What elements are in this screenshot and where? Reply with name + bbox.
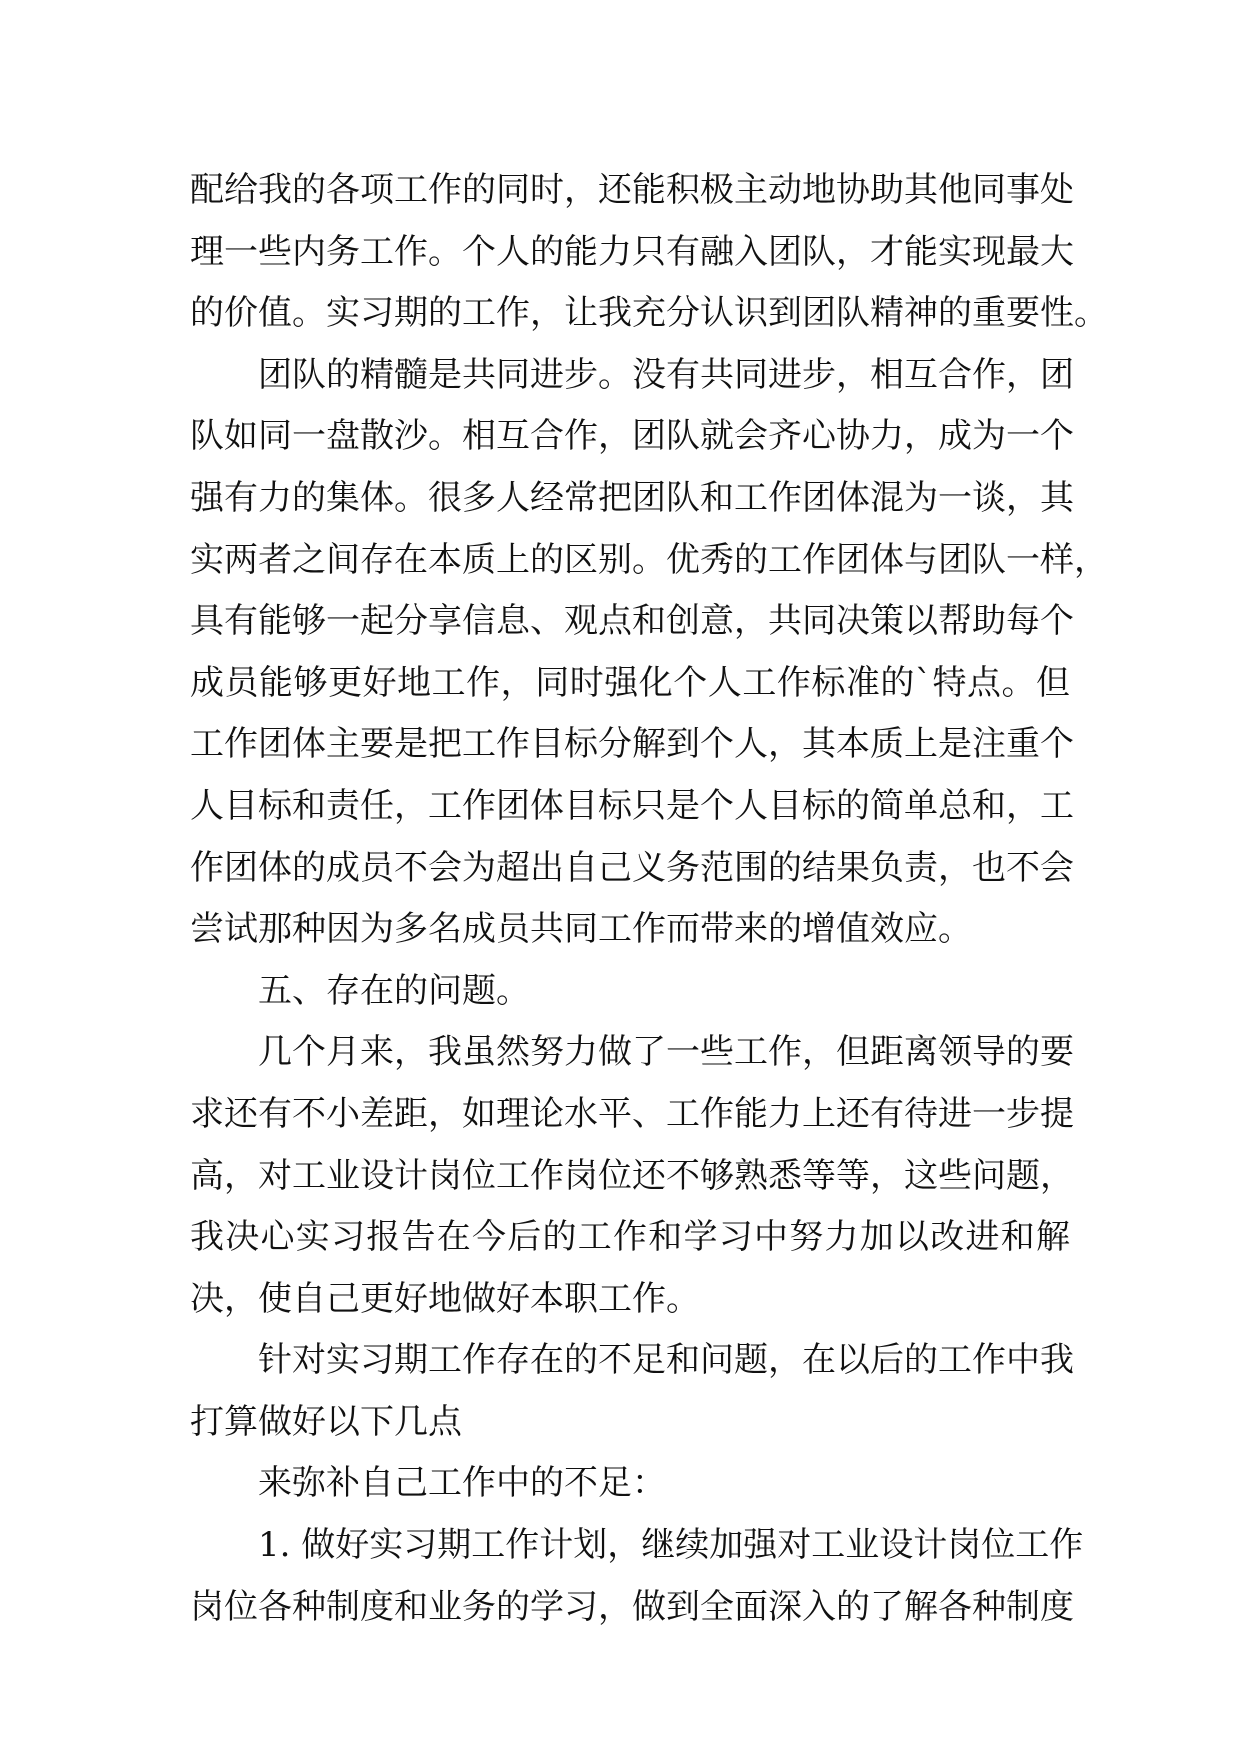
text-line: 作团体的成员不会为超出自己义务范围的结果负责，也不会 [190,847,1074,888]
text-line: 五、存在的问题。 [258,970,530,1011]
text-line: 成员能够更好地工作，同时强化个人工作标准的`特点。但 [190,662,1070,703]
text-line: 决，使自己更好地做好本职工作。 [190,1278,700,1319]
text-line: 打算做好以下几点 [190,1401,462,1442]
text-line: 人目标和责任，工作团体目标只是个人目标的简单总和，工 [190,785,1074,826]
text-line: 岗位各种制度和业务的学习，做到全面深入的了解各种制度 [190,1586,1074,1627]
text-line: 团队的精髓是共同进步。没有共同进步，相互合作，团 [258,354,1074,395]
text-line: 理一些内务工作。个人的能力只有融入团队，才能实现最大 [190,231,1074,272]
text-line: 实两者之间存在本质上的区别。优秀的工作团体与团队一样， [190,539,1108,580]
text-line: 的价值。实习期的工作，让我充分认识到团队精神的重要性。 [190,293,1108,334]
text-line: 配给我的各项工作的同时，还能积极主动地协助其他同事处 [190,170,1074,210]
text-line: 针对实习期工作存在的不足和问题，在以后的工作中我 [258,1340,1074,1381]
text-line: 来弥补自己工作中的不足： [258,1463,666,1504]
text-line: 我决心实习报告在今后的工作和学习中努力加以改进和解 [190,1217,1070,1258]
text-line: 求还有不小差距，如理论水平、工作能力上还有待进一步提 [190,1093,1074,1134]
document-body [190,160,1108,1638]
text-line: 1. 做好实习期工作计划，继续加强对工业设计岗位工作 [258,1525,1084,1566]
text-line: 高，对工业设计岗位工作岗位还不够熟悉等等，这些问题， [190,1155,1074,1196]
text-line: 尝试那种因为多名成员共同工作而带来的增值效应。 [190,909,972,950]
text-line: 队如同一盘散沙。相互合作，团队就会齐心协力，成为一个 [190,416,1074,457]
text-line: 几个月来，我虽然努力做了一些工作，但距离领导的要 [258,1032,1074,1073]
text-line: 强有力的集体。很多人经常把团队和工作团体混为一谈，其 [190,477,1074,518]
text-line: 工作团体主要是把工作目标分解到个人，其本质上是注重个 [190,724,1074,765]
text-line: 具有能够一起分享信息、观点和创意，共同决策以帮助每个 [190,601,1074,642]
